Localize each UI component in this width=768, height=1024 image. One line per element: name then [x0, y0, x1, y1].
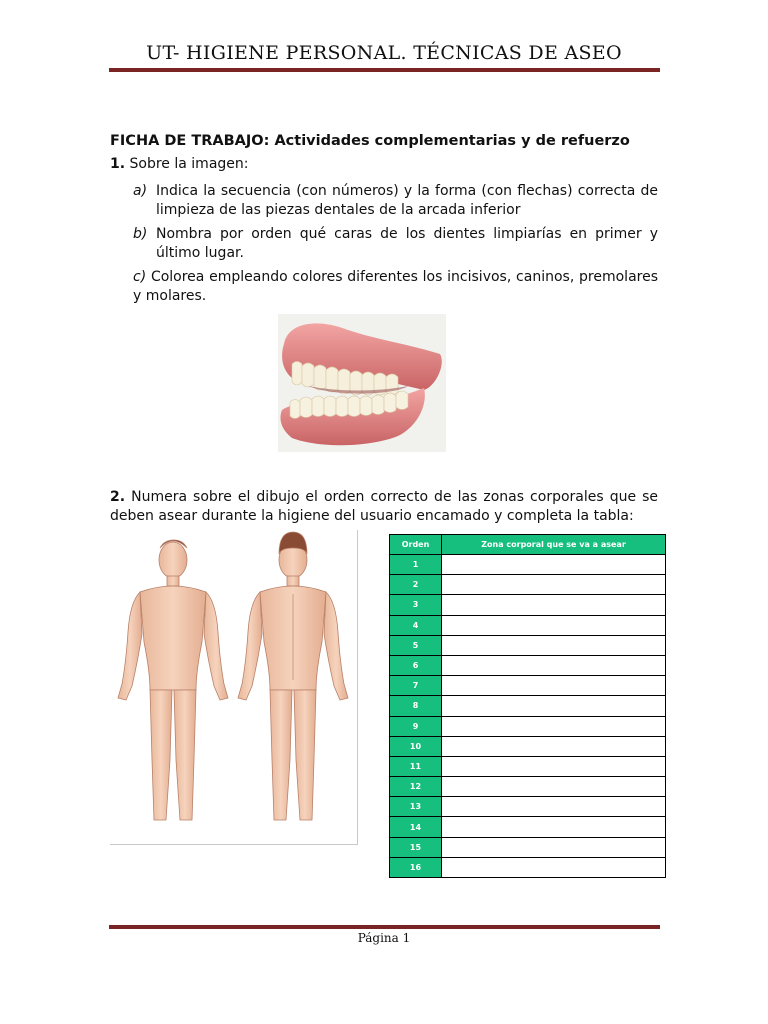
table-row	[390, 696, 666, 716]
zones-table	[389, 534, 666, 878]
table-row	[390, 595, 666, 615]
question-2	[110, 488, 658, 525]
table-row	[390, 777, 666, 797]
header-rule	[109, 68, 660, 72]
row-zone-blank-cell[interactable]	[442, 676, 666, 696]
row-order-number: 3	[390, 595, 442, 615]
row-order-number: 10	[390, 736, 442, 756]
row-order-number: 12	[390, 777, 442, 797]
body-figures-image	[110, 530, 358, 845]
row-zone-blank-cell[interactable]	[442, 635, 666, 655]
row-zone-blank-cell[interactable]	[442, 837, 666, 857]
q1-c-label: c)	[133, 269, 147, 285]
row-order-number: 4	[390, 615, 442, 635]
q1-b-label: b)	[133, 226, 148, 242]
row-zone-blank-cell[interactable]	[442, 756, 666, 776]
table-row	[390, 756, 666, 776]
row-order-number: 7	[390, 676, 442, 696]
table-row	[390, 797, 666, 817]
row-order-number: 1	[390, 555, 442, 575]
question-1-text: Sobre la imagen:	[129, 156, 249, 172]
q1-c	[133, 268, 658, 305]
question-2-number: 2.	[110, 489, 126, 505]
row-zone-blank-cell[interactable]	[442, 716, 666, 736]
front-figure	[118, 540, 228, 820]
question-2-text: Numera sobre el dibujo el orden correcto de las zonas corporales que se deben asear durante la higiene del usuario encamado y completa la tabla:	[110, 489, 658, 524]
row-order-number: 2	[390, 575, 442, 595]
question-1-number: 1.	[110, 156, 126, 172]
row-order-number: 16	[390, 857, 442, 877]
row-zone-blank-cell[interactable]	[442, 575, 666, 595]
back-figure	[238, 532, 348, 820]
row-order-number: 15	[390, 837, 442, 857]
row-order-number: 9	[390, 716, 442, 736]
row-order-number: 6	[390, 655, 442, 675]
row-zone-blank-cell[interactable]	[442, 696, 666, 716]
row-order-number: 11	[390, 756, 442, 776]
row-zone-blank-cell[interactable]	[442, 655, 666, 675]
row-order-number: 13	[390, 797, 442, 817]
table-row	[390, 857, 666, 877]
table-row	[390, 676, 666, 696]
q1-a-label: a)	[133, 183, 148, 199]
row-order-number: 14	[390, 817, 442, 837]
page-header-title: UT- HIGIENE PERSONAL. TÉCNICAS DE ASEO	[146, 42, 622, 64]
row-zone-blank-cell[interactable]	[442, 615, 666, 635]
table-row	[390, 555, 666, 575]
row-zone-blank-cell[interactable]	[442, 777, 666, 797]
table-row	[390, 635, 666, 655]
q1-a-text: Indica la secuencia (con números) y la forma (con flechas) correcta de limpieza de las piezas dentales de la arcada inferior	[156, 183, 658, 218]
row-zone-blank-cell[interactable]	[442, 555, 666, 575]
table-row	[390, 736, 666, 756]
page-number: Página 1	[357, 931, 411, 945]
row-order-number: 8	[390, 696, 442, 716]
table-row	[390, 615, 666, 635]
footer-rule	[109, 925, 660, 929]
row-zone-blank-cell[interactable]	[442, 736, 666, 756]
q1-c-text: Colorea empleando colores diferentes los incisivos, caninos, premolares y molares.	[133, 269, 658, 304]
table-row	[390, 817, 666, 837]
header-zona: Zona corporal que se va a asear	[442, 535, 666, 555]
header-orden: Orden	[390, 535, 442, 555]
table-row	[390, 575, 666, 595]
question-1	[110, 155, 658, 174]
table-row	[390, 655, 666, 675]
worksheet-title: FICHA DE TRABAJO: Actividades complementarias y de refuerzo	[110, 133, 630, 149]
table-header-row	[390, 535, 666, 555]
row-order-number: 5	[390, 635, 442, 655]
q1-b-text: Nombra por orden qué caras de los dientes limpiarías en primer y último lugar.	[156, 226, 658, 261]
row-zone-blank-cell[interactable]	[442, 857, 666, 877]
row-zone-blank-cell[interactable]	[442, 797, 666, 817]
table-row	[390, 837, 666, 857]
row-zone-blank-cell[interactable]	[442, 817, 666, 837]
row-zone-blank-cell[interactable]	[442, 595, 666, 615]
denture-image	[278, 314, 446, 452]
table-row	[390, 716, 666, 736]
